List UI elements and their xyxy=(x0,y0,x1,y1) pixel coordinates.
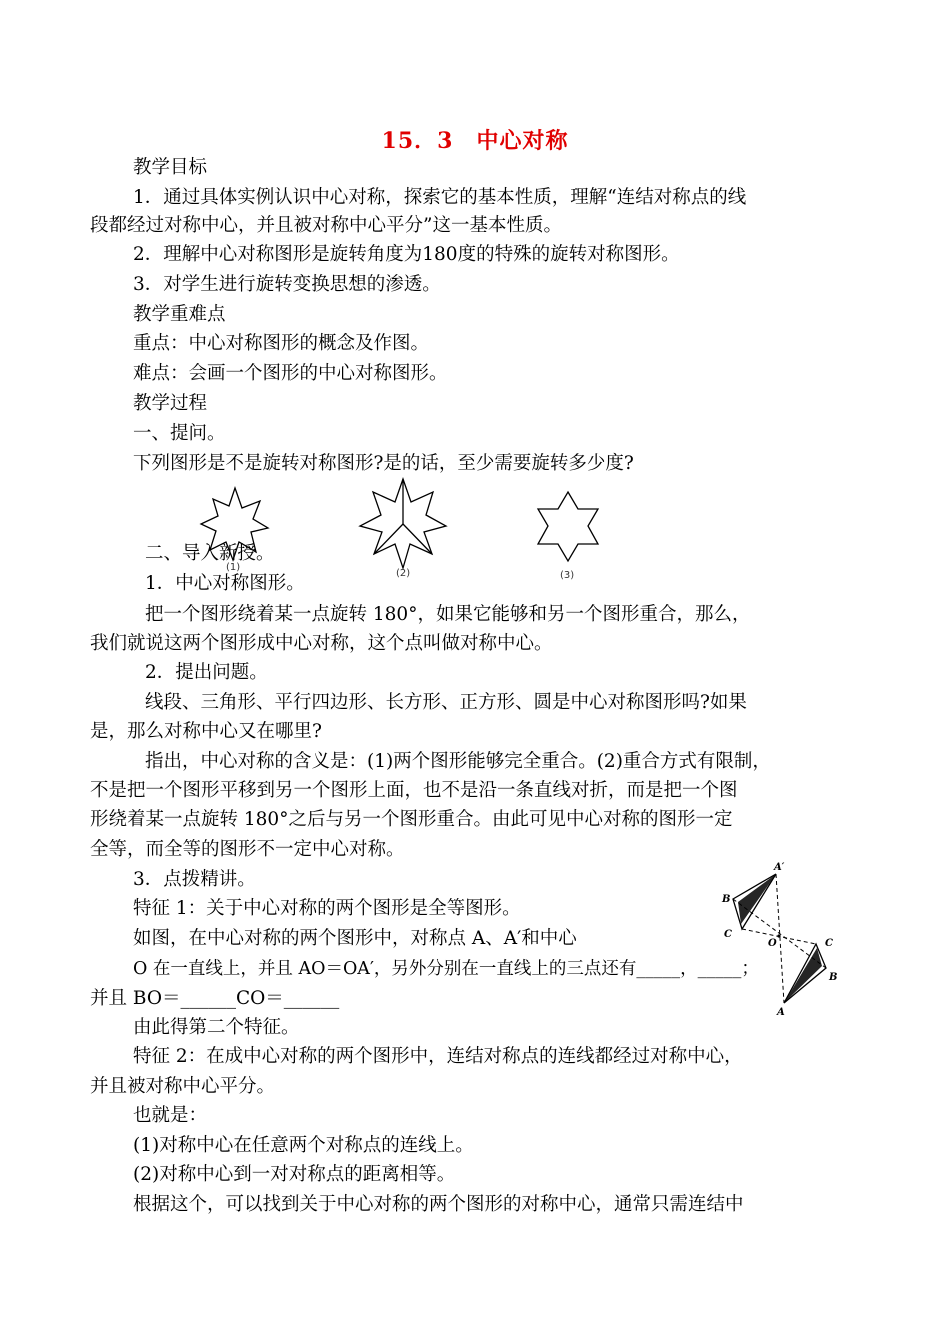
text-line: 不是把一个图形平移到另一个图形上面，也不是沿一条直线对折，而是把一个图 xyxy=(90,780,738,801)
text-line: 根据这个，可以找到关于中心对称的两个图形的对称中心，通常只需连结中 xyxy=(133,1194,744,1215)
text-line: 线段、三角形、平行四边形、长方形、正方形、圆是中心对称图形吗?如果 xyxy=(145,692,747,713)
star-figure-3 xyxy=(528,488,608,568)
label-a: A xyxy=(777,1007,785,1018)
text-line: 并且被对称中心平分。 xyxy=(90,1076,276,1097)
text-line: 由此得第二个特征。 xyxy=(133,1017,300,1038)
text-line: 段都经过对称中心，并且被对称中心平分”这一基本性质。 xyxy=(90,215,562,236)
text-line: (2)对称中心到一对对称点的距离相等。 xyxy=(133,1164,456,1185)
page-title: 15．3 中心对称 xyxy=(381,128,569,154)
text-line: 把一个图形绕着某一点旋转 180°，如果它能够和另一个图形重合，那么， xyxy=(145,604,751,625)
text-line: 下列图形是不是旋转对称图形?是的话，至少需要旋转多少度? xyxy=(133,453,634,474)
text-line: 难点：会画一个图形的中心对称图形。 xyxy=(133,363,448,384)
label-b-right: B xyxy=(829,972,838,983)
text-line: 是，那么对称中心又在哪里? xyxy=(90,721,322,742)
text-line: 2．理解中心对称图形是旋转角度为180度的特殊的旋转对称图形。 xyxy=(133,244,680,265)
text-line: 特征 2：在成中心对称的两个图形中，连结对称点的连线都经过对称中心， xyxy=(133,1046,743,1067)
text-line: 2．提出问题。 xyxy=(145,662,268,683)
label-a-prime: A′ xyxy=(774,862,785,873)
label-b: B xyxy=(722,894,731,905)
text-line: 形绕着某一点旋转 180°之后与另一个图形重合。由此可见中心对称的图形一定 xyxy=(90,809,733,830)
text-line: 1．通过具体实例认识中心对称，探索它的基本性质，理解“连结对称点的线 xyxy=(133,187,747,208)
text-line: 并且 BO＝______CO＝______ xyxy=(90,988,340,1009)
text-line: O 在一直线上，并且 AO＝OA′，另外分别在一直线上的三点还有_____，_____； xyxy=(133,959,759,979)
figure-label: (2) xyxy=(396,568,411,579)
text-line: 指出，中心对称的含义是：(1)两个图形能够完全重合。(2)重合方式有限制， xyxy=(145,751,771,772)
figure-label: (1) xyxy=(226,562,241,573)
text-line: 也就是： xyxy=(133,1105,208,1126)
label-c: C xyxy=(724,929,732,940)
text-line: 重点：中心对称图形的概念及作图。 xyxy=(133,333,430,354)
section-heading: 教学过程 xyxy=(133,393,208,414)
label-c-right: C xyxy=(825,938,833,949)
text-line: 一、提问。 xyxy=(133,423,226,444)
text-line: 全等，而全等的图形不一定中心对称。 xyxy=(90,839,405,860)
text-line: 特征 1：关于中心对称的两个图形是全等图形。 xyxy=(133,898,521,919)
text-line: 3．点拨精讲。 xyxy=(133,869,256,890)
label-o: O xyxy=(768,938,777,949)
central-symmetry-diagram xyxy=(716,858,856,1018)
section-heading: 教学目标 xyxy=(133,157,208,178)
figure-label: (3) xyxy=(560,570,575,581)
text-line: (1)对称中心在任意两个对称点的连线上。 xyxy=(133,1135,474,1156)
text-line: 如图，在中心对称的两个图形中，对称点 A、A′和中心 xyxy=(133,928,577,949)
section-heading: 二、导入新授。 xyxy=(145,543,275,564)
text-line: 1．中心对称图形。 xyxy=(145,573,305,594)
text-line: 3．对学生进行旋转变换思想的渗透。 xyxy=(133,274,441,295)
star-figure-2 xyxy=(356,476,452,572)
text-line: 我们就说这两个图形成中心对称，这个点叫做对称中心。 xyxy=(90,633,553,654)
section-heading: 教学重难点 xyxy=(133,304,226,325)
